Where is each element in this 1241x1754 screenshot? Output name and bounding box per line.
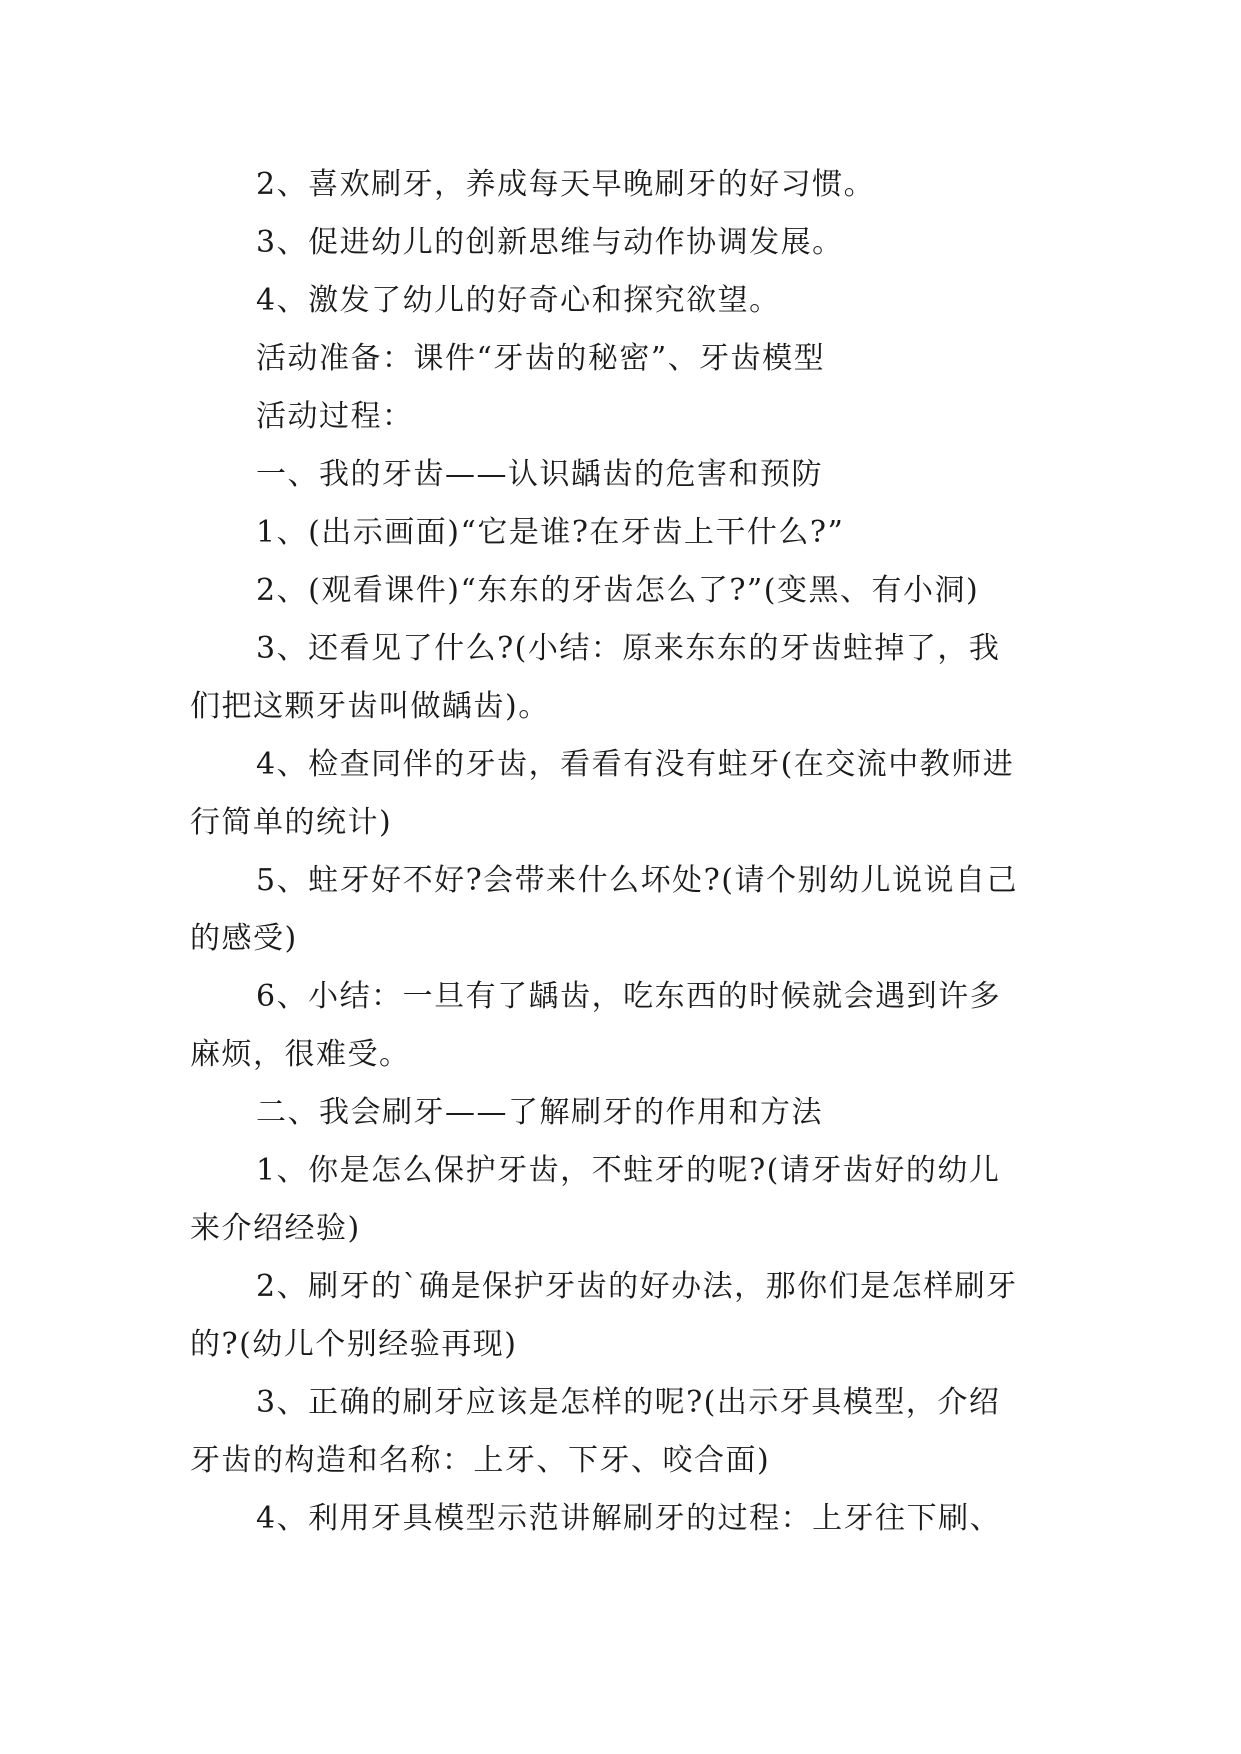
section-1-step-4: 4、检查同伴的牙齿，看看有没有蛀牙(在交流中教师进 bbox=[256, 747, 1015, 782]
activity-process-heading: 活动过程： bbox=[256, 399, 414, 434]
section-2-step-3-cont: 牙齿的构造和名称：上牙、下牙、咬合面) bbox=[190, 1443, 771, 1478]
section-2-step-1: 1、你是怎么保护牙齿，不蛀牙的呢?(请牙齿好的幼儿 bbox=[256, 1153, 1001, 1188]
section-1-step-3: 3、还看见了什么?(小结：原来东东的牙齿蛀掉了，我 bbox=[256, 631, 1001, 666]
section-2-heading: 二、我会刷牙——了解刷牙的作用和方法 bbox=[256, 1095, 823, 1130]
section-1-heading: 一、我的牙齿——认识龋齿的危害和预防 bbox=[256, 457, 823, 492]
section-1-step-3-cont: 们把这颗牙齿叫做龋齿)。 bbox=[190, 689, 550, 724]
section-2-step-2: 2、刷牙的`确是保护牙齿的好办法，那你们是怎样刷牙 bbox=[256, 1269, 1018, 1304]
objective-3: 3、促进幼儿的创新思维与动作协调发展。 bbox=[256, 225, 844, 260]
section-2-step-4: 4、利用牙具模型示范讲解刷牙的过程：上牙往下刷、 bbox=[256, 1501, 1002, 1536]
section-1-step-6-cont: 麻烦，很难受。 bbox=[190, 1037, 411, 1072]
section-1-step-1: 1、(出示画面)“它是谁?在牙齿上干什么?” bbox=[256, 515, 845, 550]
section-2-step-1-cont: 来介绍经验) bbox=[190, 1211, 361, 1246]
objective-4: 4、激发了幼儿的好奇心和探究欲望。 bbox=[256, 283, 781, 318]
section-1-step-4-cont: 行简单的统计) bbox=[190, 805, 393, 840]
section-1-step-6: 6、小结：一旦有了龋齿，吃东西的时候就会遇到许多 bbox=[256, 979, 1002, 1014]
section-2-step-3: 3、正确的刷牙应该是怎样的呢?(出示牙具模型，介绍 bbox=[256, 1385, 1001, 1420]
section-1-step-5: 5、蛀牙好不好?会带来什么坏处?(请个别幼儿说说自己 bbox=[256, 863, 1018, 898]
activity-preparation: 活动准备：课件“牙齿的秘密”、牙齿模型 bbox=[256, 341, 826, 376]
section-1-step-5-cont: 的感受) bbox=[190, 921, 298, 956]
section-1-step-2: 2、(观看课件)“东东的牙齿怎么了?”(变黑、有小洞) bbox=[256, 573, 980, 608]
objective-2: 2、喜欢刷牙，养成每天早晚刷牙的好习惯。 bbox=[256, 167, 876, 202]
section-2-step-2-cont: 的?(幼儿个别经验再现) bbox=[190, 1327, 518, 1362]
